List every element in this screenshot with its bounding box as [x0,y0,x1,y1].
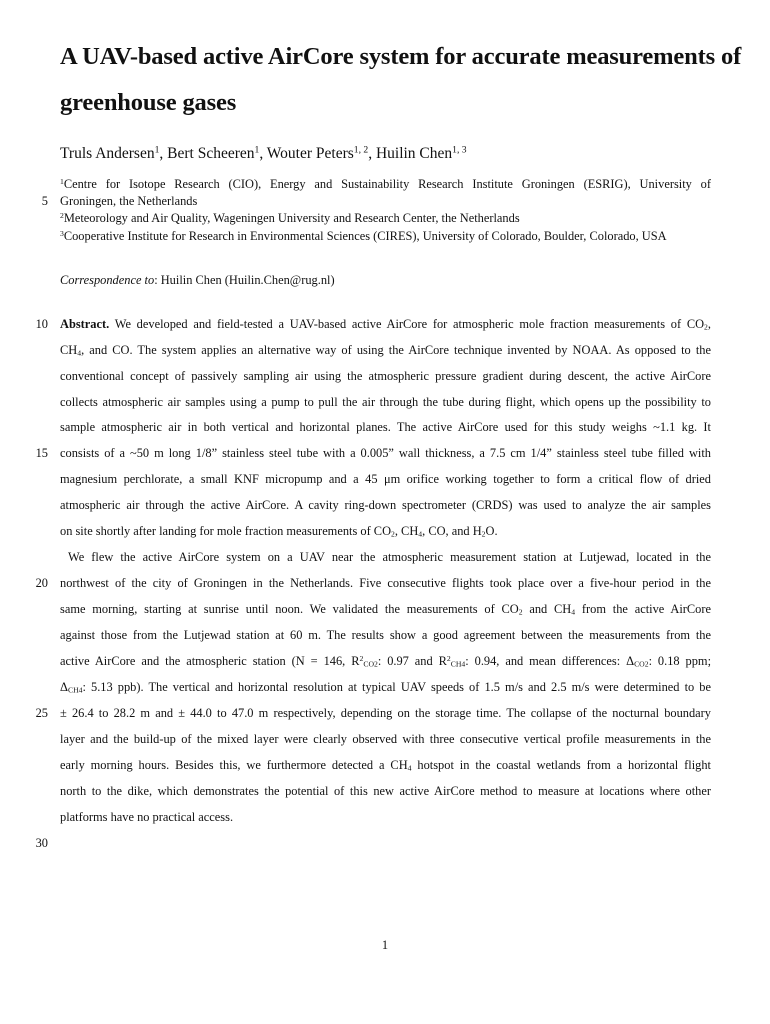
abstract-line-6: consists of a ~50 m long 1/8” stainless steel tube with a 0.005” wall thickness, a 7.5 cm 1/4” stainless steel tube filled with [60,446,711,460]
author-affiliation-mark: 1, 2 [353,144,369,156]
line-number: 15 [35,446,48,460]
author-list: Truls Andersen$^1$, Bert Scheeren$^1$, Wouter Peters$^{1, 2}$, Huilin Chen$^{1, 3}$ [60,144,467,162]
abstract-p2-line-10: north to the dike, which demonstrates the potential of this new active AirCore method to measure at locations where other [60,784,711,798]
abstract-p2-line-4: against those from the Lutjewad station at 60 m. The results show a good agreement between the measurements from the [60,628,711,642]
line-number: 5 [41,194,48,208]
abstract-line-2: $CH_4$, and CO. The system applies an alternative way of using the AirCore technique invented by NOAA. As opposed to the [60,343,711,358]
author-name: Huilin Chen [375,145,453,162]
abstract-p2-line-8: layer and the build-up of the mixed layer were clearly observed with three consecutive vertical profile measurements in the [60,732,711,746]
affiliation-1-line-1: $^1$Centre for Isotope Research (CIO), Energy and Sustainability Research Institute Groningen (ESRIG), University of [60,176,711,191]
title-line-2: greenhouse gases [60,89,237,116]
abstract-p2-line-1: We flew the active AirCore system on a UAV near the atmospheric measurement station at Lutjewad, located in the [68,550,711,564]
author-name: Truls Andersen [60,145,155,162]
title-line-1: A UAV-based active AirCore system for accurate measurements of [60,43,742,70]
page-number: 1 [381,938,389,952]
abstract-p2-line-6: $\Delta_{CH4}$: 5.13 ppb). The vertical and horizontal resolution at typical UAV speeds of 1.5 m/s and 2.5 m/s were determined to be [60,680,711,695]
abstract-line-4: collects atmospheric air samples using a pump to pull the air through the tube during flight, which opens up the possibility to [60,395,711,409]
abstract-p2-line-9: early morning hours. Besides this, we furthermore detected a $CH_4$ hotspot in the coastal wetlands from a horizontal flight [60,758,711,773]
abstract-label: Abstract. [60,317,110,331]
affiliation-1-line-2: Groningen, the Netherlands [60,194,198,208]
abstract-line-5: sample atmospheric air in both vertical and horizontal planes. The active AirCore used for this study weighs ~1.1 kg. It [60,420,711,434]
abstract-p2-line-5: active AirCore and the atmospheric station (N = 146, $R^2_{CO2}$: 0.97 and $R^2_{CH4}$: 0.94, and mean differences: $\Delta_{CO2}$: 0.18 ppm; [60,653,711,669]
abstract-p2-line-3: same morning, starting at sunrise until noon. We validated the measurements of $CO_2$ and $CH_4$ from the active AirCore [60,602,711,617]
affiliation-2: $^2$Meteorology and Air Quality, Wageningen University and Research Center, the Netherlands [60,210,520,225]
line-number: 25 [35,706,48,720]
line-number: 20 [35,576,48,590]
abstract-line-9: on site shortly after landing for mole fraction measurements of $CO_2$, $CH_4$, CO, and $H_2O$. [60,524,498,539]
author-affiliation-mark: 1 [154,144,160,156]
abstract-line-7: magnesium perchlorate, a small KNF micropump and a 45 μm orifice working together to form a critical flow of dried [60,472,711,486]
line-number: 30 [35,836,48,850]
author-name: Wouter Peters [266,145,354,162]
author-name: Bert Scheeren [167,145,255,162]
author-affiliation-mark: 1 [254,144,260,156]
abstract-line-1: Abstract. We developed and field-tested a UAV-based active AirCore for atmospheric mole fraction measurements of $CO_2$, [60,317,711,332]
abstract-line-3: conventional concept of passively sampling air using the atmospheric pressure gradient during descent, the active AirCore [60,369,711,383]
abstract-line-8: atmospheric air through the active AirCore. A cavity ring-down spectrometer (CRDS) was used to analyze the air samples [60,498,711,512]
correspondence: Correspondence to: Huilin Chen (Huilin.Chen@rug.nl) [60,273,335,287]
abstract-p2-line-7: ± 26.4 to 28.2 m and ± 44.0 to 47.0 m respectively, depending on the storage time. The collapse of the nocturnal boundary [60,706,711,720]
line-number: 10 [35,317,48,331]
author-affiliation-mark: 1, 3 [452,144,467,156]
abstract-p2-line-11: platforms have no practical access. [60,810,234,824]
affiliation-3: $^3$Cooperative Institute for Research in Environmental Sciences (CIRES), University of Colorado, Boulder, Colorado, USA [60,228,667,243]
abstract-p2-line-2: northwest of the city of Groningen in the Netherlands. Five consecutive flights took place over a five-hour period in the [60,576,711,590]
